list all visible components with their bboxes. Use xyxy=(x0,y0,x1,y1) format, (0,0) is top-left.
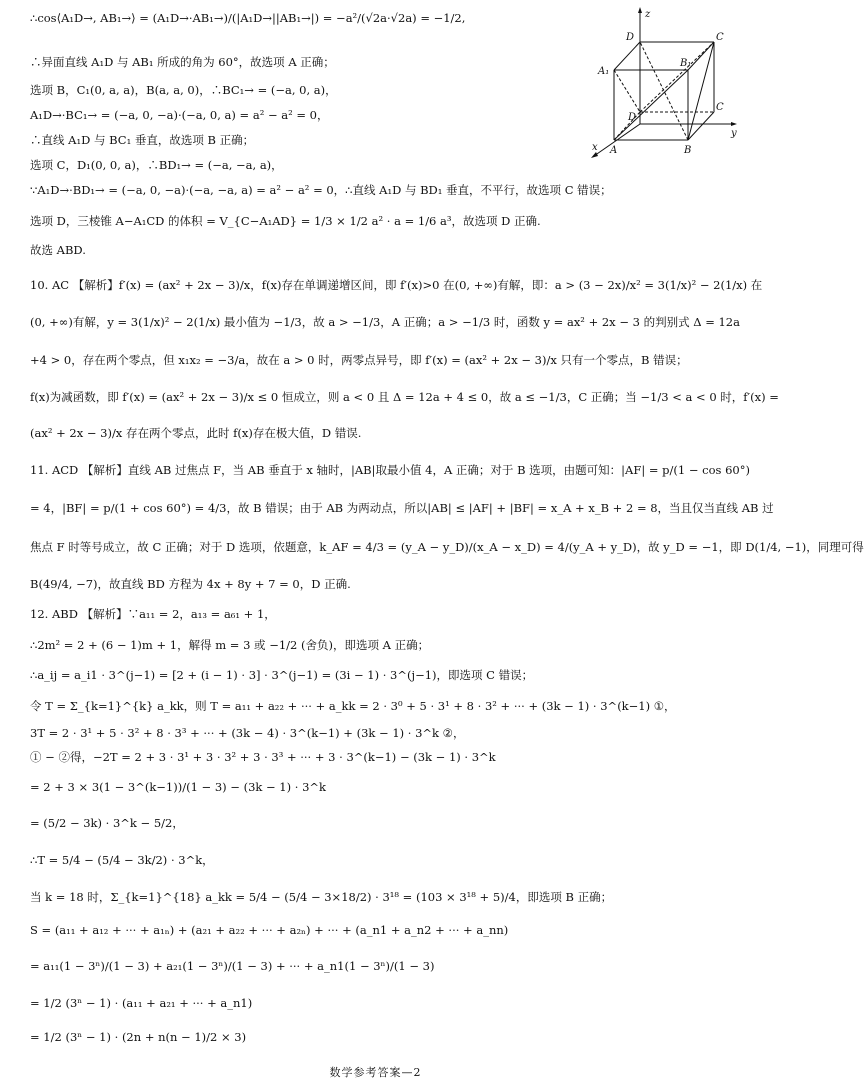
vertex-label: C xyxy=(716,102,724,113)
solution-line: 当 k = 18 时，Σ_{k=1}^{18} a_kk = 5/4 − (5/4 − 3×18/2) · 3¹⁸ = (103 × 3¹⁸ + 5)/4，即选项 B 正确； xyxy=(30,890,613,904)
solution-line: ∴异面直线 A₁D 与 AB₁ 所成的角为 60°，故选项 A 正确； xyxy=(30,55,335,69)
solution-line: 选项 B，C₁(0, a, a)，B(a, a, 0)，∴BC₁→ = (−a, 0, a)， xyxy=(30,83,337,97)
cube-diagram xyxy=(588,4,738,164)
solution-line: = 1/2 (3ⁿ − 1) · (a₁₁ + a₂₁ + ··· + a_n1) xyxy=(30,996,253,1010)
solution-line: ∴直线 A₁D 与 BC₁ 垂直，故选项 B 正确； xyxy=(30,133,255,147)
solution-line: 焦点 F 时等号成立，故 C 正确；对于 D 选项，依题意，k_AF = 4/3 = (y_A − y_D)/(x_A − x_D) = 4/(y_A + y_D)，故 y_D = −1，即 D(1/4, −1)，同理可得 xyxy=(30,540,864,554)
question-11-header: 11. ACD 【解析】直线 AB 过焦点 F，当 AB 垂直于 x 轴时，|AB|取最小值 4，A 正确；对于 B 选项，由题可知：|AF| = p/(1 − cos 60°) xyxy=(30,463,750,477)
solution-line: ∴a_ij = a_i1 · 3^(j−1) = [2 + (i − 1) · 3] · 3^(j−1) = (3i − 1) · 3^(j−1)，即选项 C 错误； xyxy=(30,668,534,682)
solution-line: +4 > 0，存在两个零点，但 x₁x₂ = −3/a，故在 a > 0 时，两零点异号，即 f′(x) = (ax² + 2x − 3)/x 只有一个零点，B 错误； xyxy=(30,353,688,367)
axis-label: z xyxy=(645,9,651,20)
solution-line: ∵A₁D→·BD₁→ = (−a, 0, −a)·(−a, −a, a) = a² − a² = 0，∴直线 A₁D 与 BD₁ 垂直，不平行，故选项 C 错误； xyxy=(30,183,612,197)
solution-line: = 1/2 (3ⁿ − 1) · (2n + n(n − 1)/2 × 3) xyxy=(30,1030,247,1044)
solution-line: 选项 D，三棱锥 A−A₁CD 的体积 = V_{C−A₁AD} = 1/3 × 1/2 a² · a = 1/6 a³，故选项 D 正确. xyxy=(30,214,541,228)
solution-line: 令 T = Σ_{k=1}^{k} a_kk，则 T = a₁₁ + a₂₂ + ··· + a_kk = 2 · 3⁰ + 5 · 3¹ + 8 · 3² + ··· + (3k − 1) · 3^(k−1) ①， xyxy=(30,699,676,713)
solution-line: 选项 C，D₁(0, 0, a)，∴BD₁→ = (−a, −a, a)， xyxy=(30,158,283,172)
solution-line: = 4，|BF| = p/(1 + cos 60°) = 4/3，故 B 错误；由于 AB 为两动点，所以|AB| ≤ |AF| + |BF| = x_A + x_B + 2 = 8，当且仅当直线 AB 过 xyxy=(30,501,774,515)
question-10-header: 10. AC 【解析】f′(x) = (ax² + 2x − 3)/x，f(x)存在单调递增区间，即 f′(x)>0 在(0, +∞)有解，即：a > (3 − 2x)/x² = 3(1/x)² − 2(1/x) 在 xyxy=(30,278,763,292)
vertex-label: B xyxy=(684,145,692,156)
axis-label: x xyxy=(592,142,598,153)
vertex-label: B₁ xyxy=(680,58,692,69)
vertex-label: A₁ xyxy=(598,66,610,77)
question-12-header: 12. ABD 【解析】∵a₁₁ = 2，a₁₃ = a₆₁ + 1， xyxy=(30,607,276,621)
solution-line: ∴2m² = 2 + (6 − 1)m + 1，解得 m = 3 或 −1/2 (舍负)，即选项 A 正确； xyxy=(30,638,430,652)
vertex-label: C xyxy=(716,32,724,43)
axis-label: y xyxy=(731,128,737,139)
vertex-label: D xyxy=(628,112,637,123)
solution-line: (0, +∞)有解，y = 3(1/x)² − 2(1/x) 最小值为 −1/3，故 a > −1/3，A 正确；a > −1/3 时，函数 y = ax² + 2x − 3 的判别式 Δ = 12a xyxy=(30,315,740,329)
solution-line: = a₁₁(1 − 3ⁿ)/(1 − 3) + a₂₁(1 − 3ⁿ)/(1 − 3) + ··· + a_n1(1 − 3ⁿ)/(1 − 3) xyxy=(30,959,435,973)
solution-line: ∴cos⟨A₁D→, AB₁→⟩ = (A₁D→·AB₁→)/(|A₁D→||AB₁→|) = −a²/(√2a·√2a) = −1/2, xyxy=(30,11,466,25)
solution-line: 故选 ABD. xyxy=(30,243,86,257)
vertex-label: A xyxy=(610,145,618,156)
solution-line: = 2 + 3 × 3(1 − 3^(k−1))/(1 − 3) − (3k − 1) · 3^k xyxy=(30,780,327,794)
solution-line: 3T = 2 · 3¹ + 5 · 3² + 8 · 3³ + ··· + (3k − 4) · 3^(k−1) + (3k − 1) · 3^k ②， xyxy=(30,726,465,740)
solution-line: ∴T = 5/4 − (5/4 − 3k/2) · 3^k， xyxy=(30,853,214,867)
solution-line: S = (a₁₁ + a₁₂ + ··· + a₁ₙ) + (a₂₁ + a₂₂ + ··· + a₂ₙ) + ··· + (a_n1 + a_n2 + ··· + a_nn) xyxy=(30,923,509,937)
solution-line: A₁D→·BC₁→ = (−a, 0, −a)·(−a, 0, a) = a² − a² = 0， xyxy=(30,108,329,122)
solution-line: (ax² + 2x − 3)/x 存在两个零点，此时 f(x)存在极大值，D 错误. xyxy=(30,426,362,440)
solution-line: B(49/4, −7)，故直线 BD 方程为 4x + 8y + 7 = 0，D 正确. xyxy=(30,577,351,591)
solution-line: f(x)为减函数，即 f′(x) = (ax² + 2x − 3)/x ≤ 0 恒成立，则 a < 0 且 Δ = 12a + 4 ≤ 0，故 a ≤ −1/3，C 正确；当 −1/3 < a < 0 时，f′(x) = xyxy=(30,390,779,404)
page-footer: 数学参考答案—2 xyxy=(329,1066,422,1079)
vertex-label: D xyxy=(626,32,635,43)
solution-line: = (5/2 − 3k) · 3^k − 5/2， xyxy=(30,816,184,830)
solution-line: ① − ②得，−2T = 2 + 3 · 3¹ + 3 · 3² + 3 · 3³ + ··· + 3 · 3^(k−1) − (3k − 1) · 3^k xyxy=(30,750,496,764)
